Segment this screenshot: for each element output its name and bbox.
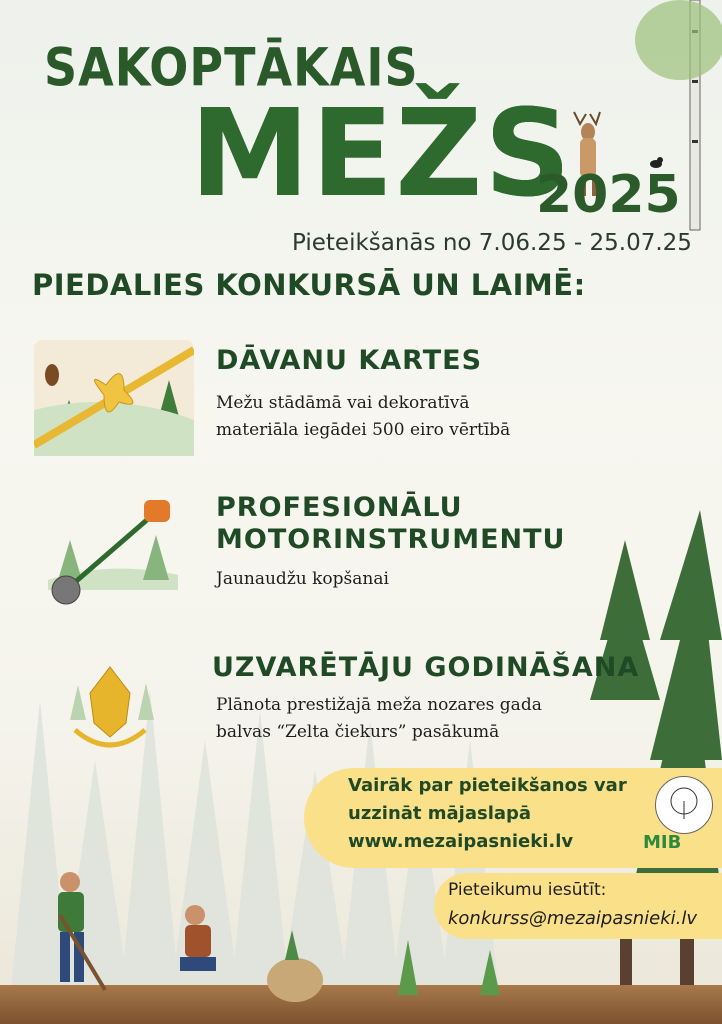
prize-title-tools — [216, 492, 565, 557]
prize-title-honoring: UZVARĒTĀJU GODINĀŠANA — [212, 652, 640, 683]
prize-title-line: MOTORINSTRUMENTU — [216, 524, 566, 556]
info-text — [348, 772, 627, 856]
prize-title-line: PROFESIONĀLU — [216, 492, 463, 523]
title-small: SAKOPTĀKAIS — [44, 35, 419, 99]
golden-cone-icon — [60, 665, 160, 755]
headline: PIEDALIES KONKURSĀ UN LAIMĒ: — [32, 268, 586, 302]
forest-owners-logo — [655, 776, 713, 834]
prize-desc-line: Plānota prestižajā meža nozares gada — [216, 695, 542, 715]
email-link[interactable]: konkurss@mezaipasnieki.lv — [448, 908, 698, 929]
prize-desc-line: balvas “Zelta čiekurs” pasākumā — [216, 722, 500, 743]
info-line: uzzināt mājaslapā — [348, 802, 532, 824]
planters-illustration — [20, 860, 580, 1010]
title-main: MEŽS — [190, 85, 573, 224]
prize-desc-honoring — [216, 692, 542, 746]
email-label: Pieteikumu iesūtīt: — [448, 880, 607, 900]
mib-logo: MIB — [643, 832, 682, 853]
prize-desc-line: Mežu stādāmā vai dekoratīvā — [216, 393, 470, 413]
info-line: Vairāk par pieteikšanos var — [348, 775, 627, 796]
prize-desc-tools: Jaunaudžu kopšanai — [216, 569, 389, 589]
tree-logo-icon — [656, 777, 712, 833]
prize-title-gift-cards: DĀVANU KARTES — [216, 345, 483, 376]
application-dates: Pieteikšanās no 7.06.25 - 25.07.25 — [292, 230, 692, 256]
year: 2025 — [536, 165, 681, 225]
website-link[interactable]: www.mezaipasnieki.lv — [348, 830, 574, 852]
prize-desc-line: materiāla iegādei 500 eiro vērtībā — [216, 420, 511, 441]
brush-cutter-icon — [48, 490, 178, 610]
gift-card-icon — [34, 340, 194, 456]
prize-desc-gift-cards — [216, 390, 510, 444]
